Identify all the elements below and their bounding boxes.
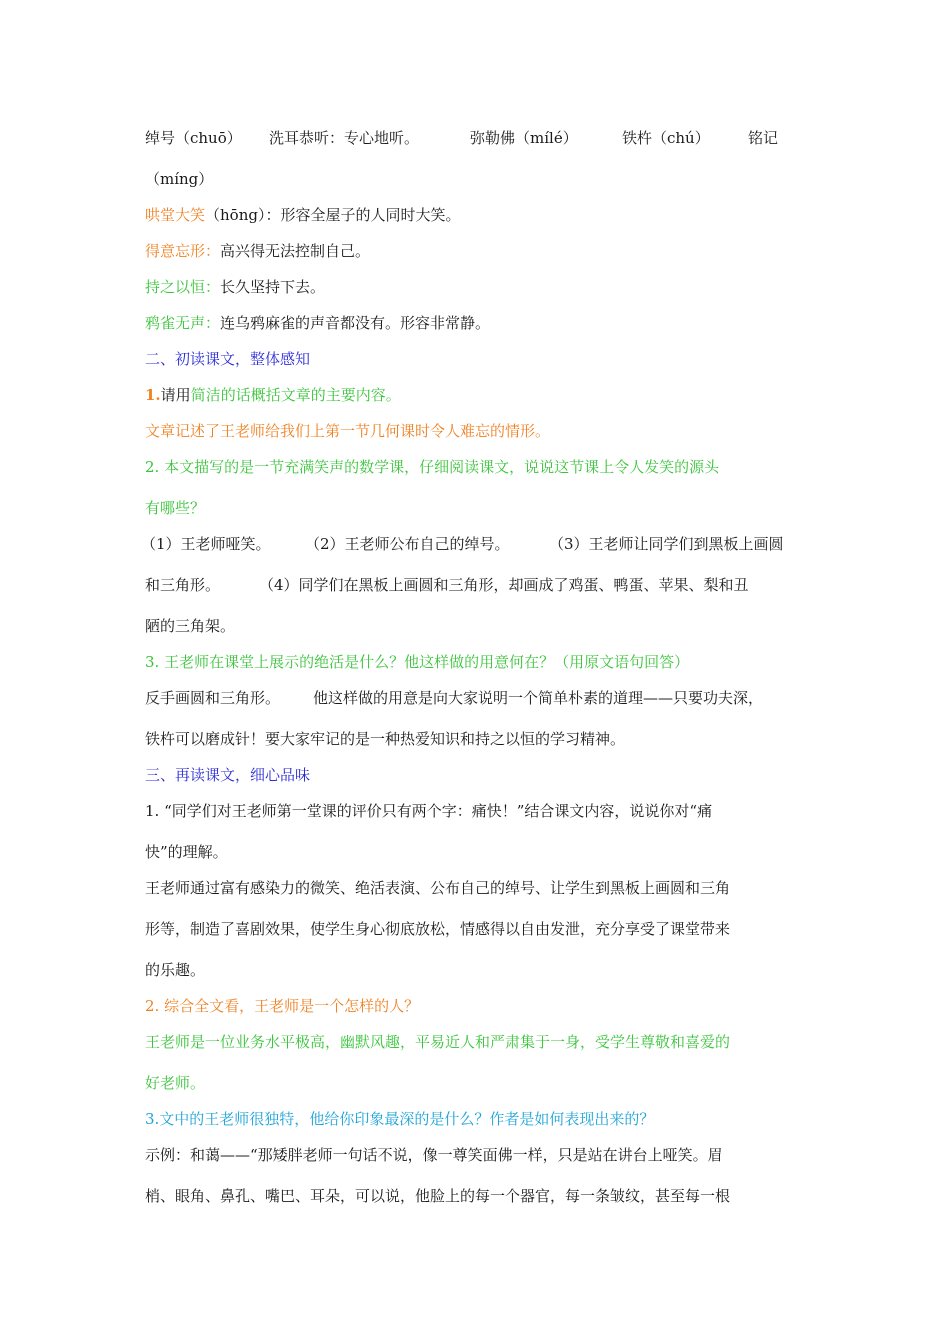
vocab-item: 洗耳恭听：专心地听。 — [269, 129, 420, 147]
idiom-term: 得意忘形： — [145, 242, 221, 260]
answer-1-continued: 的乐趣。 — [145, 961, 206, 979]
section-heading: 二、初读课文，整体感知 — [145, 350, 311, 368]
idiom-term: 哄堂大笑 — [145, 206, 206, 224]
vocab-item: 弥勒佛（mílé） — [470, 129, 578, 147]
idiom-entry — [145, 241, 370, 261]
vocab-line — [145, 128, 242, 148]
question-1-continued: 快”的理解。 — [145, 843, 228, 861]
idiom-definition: 连乌鸦麻雀的声音都没有。形容非常静。 — [220, 314, 491, 332]
idiom-entry — [145, 313, 490, 333]
answer-2: 王老师是一位业务水平极高，幽默风趣，平易近人和严肃集于一身，受学生尊敬和喜爱的 — [145, 1033, 731, 1051]
answer-3: 他这样做的用意是向大家说明一个简单朴素的道理——只要功夫深， — [313, 689, 764, 707]
answer-2-item: （3）王老师让同学们到黑板上画圆 — [549, 535, 784, 553]
idiom-term: 持之以恒： — [145, 278, 221, 296]
idiom-entry — [145, 205, 460, 225]
idiom-definition: （hōng）：形容全屋子的人同时大笑。 — [205, 206, 461, 224]
question-number: 1. — [145, 386, 161, 404]
vocab-item: 铭记 — [748, 129, 779, 147]
answer-3-continued: 铁杵可以磨成针！要大家牢记的是一种热爱知识和持之以恒的学习精神。 — [145, 730, 626, 748]
idiom-entry — [145, 277, 325, 297]
question-highlight: 简洁的话概括文章的主要内容。 — [190, 386, 401, 404]
idiom-term: 鸦雀无声： — [145, 314, 221, 332]
idiom-definition: 长久坚持下去。 — [220, 278, 326, 296]
vocab-item: 绰号（chuō） — [145, 129, 242, 147]
answer-1-continued: 形等，制造了喜剧效果，使学生身心彻底放松，情感得以自由发泄，充分享受了课堂带来 — [145, 920, 731, 938]
answer-2-item: （4）同学们在黑板上画圆和三角形，却画成了鸡蛋、鸭蛋、苹果、梨和丑 — [259, 576, 749, 594]
answer-2-continued: 好老师。 — [145, 1074, 206, 1092]
answer-1: 文章记述了王老师给我们上第一节几何课时令人难忘的情形。 — [145, 422, 551, 440]
question-3: 3. 王老师在课堂上展示的绝活是什么？他这样做的用意何在？（用原文语句回答） — [145, 653, 690, 671]
question-text: 请用 — [160, 386, 191, 404]
vocab-item: 铁杵（chú） — [622, 129, 710, 147]
question-2-continued: 有哪些？ — [145, 499, 206, 517]
answer-1: 王老师通过富有感染力的微笑、绝活表演、公布自己的绰号、让学生到黑板上画圆和三角 — [145, 879, 731, 897]
question-1 — [145, 385, 401, 405]
answer-2-item: （2）王老师公布自己的绰号。 — [305, 535, 510, 553]
question-1: 1. “同学们对王老师第一堂课的评价只有两个字：痛快！”结合课文内容，说说你对“痛 — [145, 802, 713, 820]
vocab-item-continued: （míng） — [145, 170, 214, 188]
answer-2-item: 和三角形。 — [145, 576, 221, 594]
section-heading: 三、再读课文，细心品味 — [145, 766, 311, 784]
idiom-definition: 高兴得无法控制自己。 — [220, 242, 371, 260]
question-3: 3.文中的王老师很独特，他给你印象最深的是什么？作者是如何表现出来的？ — [145, 1110, 655, 1128]
answer-2-item: （1）王老师哑笑。 — [141, 535, 271, 553]
answer-3: 示例：和蔼——“那矮胖老师一句话不说，像一尊笑面佛一样，只是站在讲台上哑笑。眉 — [145, 1146, 723, 1164]
answer-3: 反手画圆和三角形。 — [145, 689, 281, 707]
answer-3-continued: 梢、眼角、鼻孔、嘴巴、耳朵，可以说，他脸上的每一个器官，每一条皱纹，甚至每一根 — [145, 1187, 731, 1205]
question-2: 2. 综合全文看，王老师是一个怎样的人？ — [145, 997, 420, 1015]
answer-2-item: 陋的三角架。 — [145, 617, 236, 635]
question-2: 2. 本文描写的是一节充满笑声的数学课，仔细阅读课文，说说这节课上令人发笑的源头 — [145, 458, 720, 476]
